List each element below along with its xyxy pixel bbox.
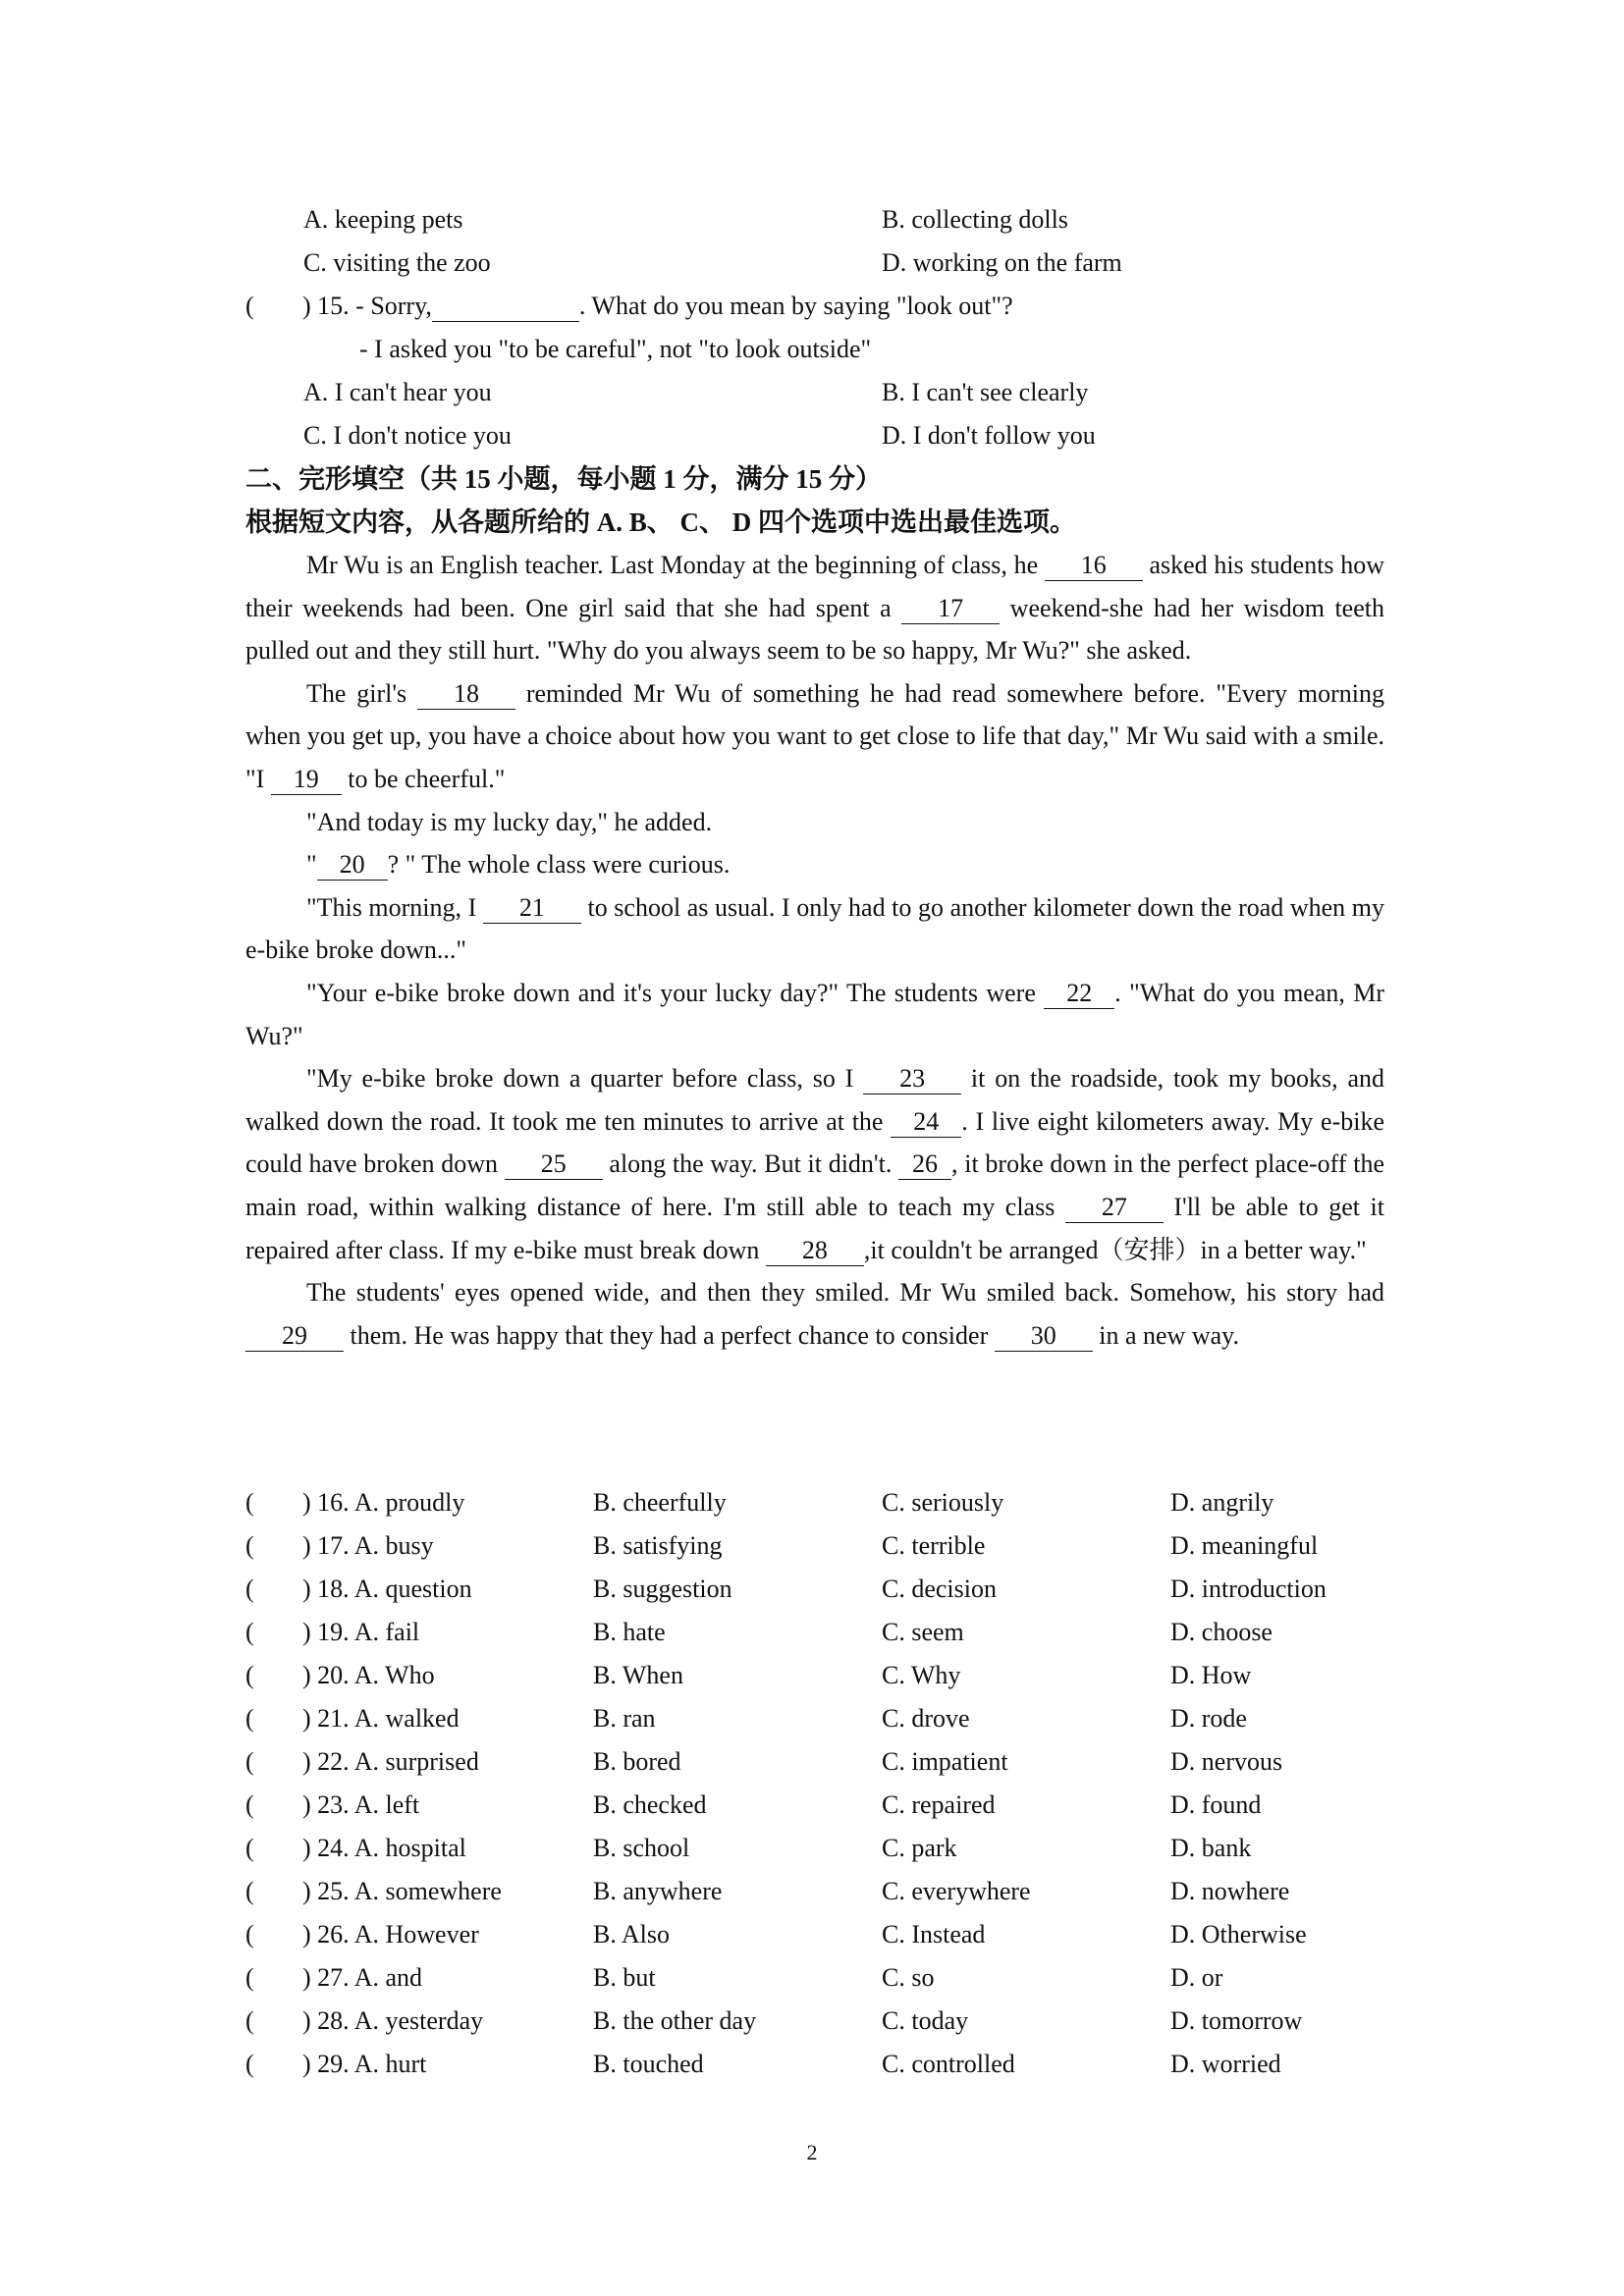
question-paren: ( [245, 1834, 254, 1862]
option-c: C. seem [882, 1618, 964, 1646]
blank-21: 21 [483, 893, 581, 924]
question-number-option-a: ) 20. A. Who [302, 1661, 435, 1689]
question-number-option-a: ) 23. A. left [302, 1790, 420, 1819]
question-row [0, 1611, 1624, 1654]
option-d: D. introduction [1170, 1575, 1326, 1603]
q14-options-row-2 [0, 241, 1624, 285]
page-number: 2 [806, 2140, 818, 2164]
question-row [0, 1784, 1624, 1827]
option-c: C. controlled [882, 2050, 1015, 2078]
option-b: B. school [593, 1834, 690, 1862]
option-d: D. or [1170, 1963, 1223, 1992]
question-number-option-a: ) 21. A. walked [302, 1704, 460, 1733]
q15-reply [0, 328, 1624, 371]
question-paren: ( [245, 1747, 254, 1776]
option-c: C. impatient [882, 1747, 1008, 1776]
question-row [0, 1568, 1624, 1611]
blank-16: 16 [1045, 551, 1143, 581]
question-number-option-a: ) 22. A. surprised [302, 1747, 479, 1776]
passage-paragraph-4: " 20 ? " The whole class were curious. [306, 850, 731, 880]
blank-20: 20 [317, 850, 388, 881]
cloze-passage [245, 544, 1384, 1357]
question-number-option-a: ) 24. A. hospital [302, 1834, 466, 1862]
option-b: B. When [593, 1661, 683, 1689]
option-c: C. terrible [882, 1531, 986, 1560]
question-row [0, 1697, 1624, 1740]
option-d: D. How [1170, 1661, 1252, 1689]
question-paren: ( [245, 1920, 254, 1949]
option-d: D. choose [1170, 1618, 1272, 1646]
question-row [0, 2000, 1624, 2043]
blank-30: 30 [995, 1321, 1093, 1352]
option-b: B. checked [593, 1790, 707, 1819]
q15-paren-open: ( [245, 292, 254, 320]
option-b: B. the other day [593, 2006, 757, 2035]
option-d: D. Otherwise [1170, 1920, 1307, 1949]
question-number-option-a: ) 28. A. yesterday [302, 2006, 484, 2035]
blank-24: 24 [891, 1107, 961, 1138]
option-b: B. hate [593, 1618, 666, 1646]
blank-22: 22 [1044, 979, 1114, 1009]
q15-reply-text: - I asked you "to be careful", not "to look outside" [359, 335, 872, 363]
question-number-option-a: ) 16. A. proudly [302, 1488, 465, 1517]
question-row [0, 1913, 1624, 1956]
question-number-option-a: ) 17. A. busy [302, 1531, 434, 1560]
question-paren: ( [245, 1575, 254, 1603]
question-row [0, 1481, 1624, 1524]
option-d: D. tomorrow [1170, 2006, 1303, 2035]
q15-number [302, 285, 1013, 328]
passage-paragraph-6: "Your e-bike broke down and it's your lucky day?" The students were 22 . "What do you mean, Mr Wu?" [245, 978, 1385, 1050]
option-c: C. Instead [882, 1920, 986, 1949]
option-d: D. meaningful [1170, 1531, 1319, 1560]
passage-paragraph-3: "And today is my lucky day," he added. [306, 807, 713, 836]
option-d: D. rode [1170, 1704, 1247, 1733]
question-paren: ( [245, 1661, 254, 1689]
blank-17: 17 [901, 594, 1000, 624]
question-paren: ( [245, 2050, 254, 2078]
option-b: B. touched [593, 2050, 704, 2078]
question-number-option-a: ) 27. A. and [302, 1963, 423, 1992]
question-number-option-a: ) 29. A. hurt [302, 2050, 427, 2078]
option-d: D. found [1170, 1790, 1262, 1819]
question-paren: ( [245, 1963, 254, 1992]
option-c: C. Why [882, 1661, 961, 1689]
blank-23: 23 [863, 1064, 961, 1095]
question-number-option-a: ) 26. A. However [302, 1920, 479, 1949]
passage-paragraph-5: "This morning, I 21 to school as usual. I only had to go another kilometer down the road when my e-bike broke down..." [245, 892, 1384, 965]
question-row [0, 1654, 1624, 1697]
passage-paragraph-2: The girl's 18 reminded Mr Wu of something he had read somewhere before. "Every morning when you get up, you have a choice about how you want to get close to life that day," Mr Wu said with a smile. "I 19 to be cheerful." [245, 678, 1384, 793]
option-c: C. today [882, 2006, 969, 2035]
option-b: B. but [593, 1963, 656, 1992]
option-c: C. everywhere [882, 1877, 1031, 1905]
q15-stem-start: ) 15. - Sorry, [302, 292, 432, 320]
passage-paragraph-1: Mr Wu is an English teacher. Last Monday at the beginning of class, he 16 asked his students how their weekends had been. One girl said that she had spent a 17 weekend-she had her wisdom teeth pulled out and they still hurt. "Why do you always seem to be so happy, Mr Wu?" she asked. [245, 551, 1384, 666]
option-c: C. drove [882, 1704, 970, 1733]
q14-option-c: C. visiting the zoo [303, 248, 491, 277]
passage-paragraph-7: "My e-bike broke down a quarter before class, so I 23 it on the roadside, took my books, and walked down the road. It took me ten minutes to arrive at the 24 . I live eight kilometers away. My e-bike could have broken down 25 along the way. But it didn't. 26 , it broke down in the perfect place-off the main road, within walking distance of here. I'm still able to teach my class 27 I'll be able to get it repaired after class. If my e-bike must break down 28 ,it couldn't be arranged（安排）in a better way." [245, 1064, 1384, 1264]
question-paren: ( [245, 1877, 254, 1905]
q15-option-a: A. I can't hear you [303, 378, 492, 406]
q15-option-d: D. I don't follow you [882, 421, 1096, 450]
blank-25: 25 [505, 1149, 603, 1180]
q15-options-row-1 [0, 371, 1624, 414]
question-number-option-a: ) 19. A. fail [302, 1618, 420, 1646]
option-b: B. cheerfully [593, 1488, 727, 1517]
blank-28: 28 [766, 1236, 864, 1266]
q15-option-c: C. I don't notice you [303, 421, 512, 450]
blank-26: 26 [898, 1149, 951, 1180]
option-d: D. bank [1170, 1834, 1252, 1862]
blank-27: 27 [1065, 1193, 1164, 1223]
option-c: C. decision [882, 1575, 997, 1603]
question-row [0, 1827, 1624, 1870]
question-row [0, 1524, 1624, 1568]
option-d: D. nervous [1170, 1747, 1283, 1776]
option-b: B. anywhere [593, 1877, 723, 1905]
q15-option-b: B. I can't see clearly [882, 378, 1089, 406]
section-title: 二、完形填空（共 15 小题，每小题 1 分，满分 15 分） [245, 464, 882, 494]
option-c: C. so [882, 1963, 935, 1992]
question-paren: ( [245, 2006, 254, 2035]
blank-18: 18 [417, 679, 515, 710]
question-number-option-a: ) 25. A. somewhere [302, 1877, 502, 1905]
question-paren: ( [245, 1704, 254, 1733]
q14-option-d: D. working on the farm [882, 248, 1122, 277]
option-b: B. satisfying [593, 1531, 723, 1560]
option-b: B. Also [593, 1920, 671, 1949]
blank-19: 19 [271, 765, 342, 795]
option-d: D. worried [1170, 2050, 1281, 2078]
passage-paragraph-8: The students' eyes opened wide, and then they smiled. Mr Wu smiled back. Somehow, his story had 29 them. He was happy that they had a perfect chance to consider 30 in a new way. [245, 1271, 1384, 1357]
option-d: D. angrily [1170, 1488, 1274, 1517]
question-row [0, 1956, 1624, 2000]
q15-answer-blank [432, 292, 579, 322]
q15-stem-end: . What do you mean by saying "look out"? [578, 292, 1013, 320]
section-instruction: 根据短文内容，从各题所给的 A. B、 C、 D 四个选项中选出最佳选项。 [245, 507, 1077, 537]
option-d: D. nowhere [1170, 1877, 1290, 1905]
question-paren: ( [245, 1531, 254, 1560]
q15-options-row-2 [0, 414, 1624, 457]
blank-29: 29 [245, 1321, 344, 1352]
question-paren: ( [245, 1790, 254, 1819]
question-number-option-a: ) 18. A. question [302, 1575, 472, 1603]
option-c: C. seriously [882, 1488, 1004, 1517]
q15-stem [0, 285, 1624, 328]
q14-options-row-1 [0, 198, 1624, 241]
option-b: B. suggestion [593, 1575, 732, 1603]
question-paren: ( [245, 1488, 254, 1517]
q14-option-b: B. collecting dolls [882, 205, 1068, 234]
question-row [0, 1870, 1624, 1913]
question-paren: ( [245, 1618, 254, 1646]
option-c: C. park [882, 1834, 957, 1862]
option-b: B. bored [593, 1747, 681, 1776]
question-row [0, 1740, 1624, 1784]
q14-option-a: A. keeping pets [303, 205, 463, 234]
option-c: C. repaired [882, 1790, 996, 1819]
question-row [0, 2043, 1624, 2086]
option-b: B. ran [593, 1704, 656, 1733]
